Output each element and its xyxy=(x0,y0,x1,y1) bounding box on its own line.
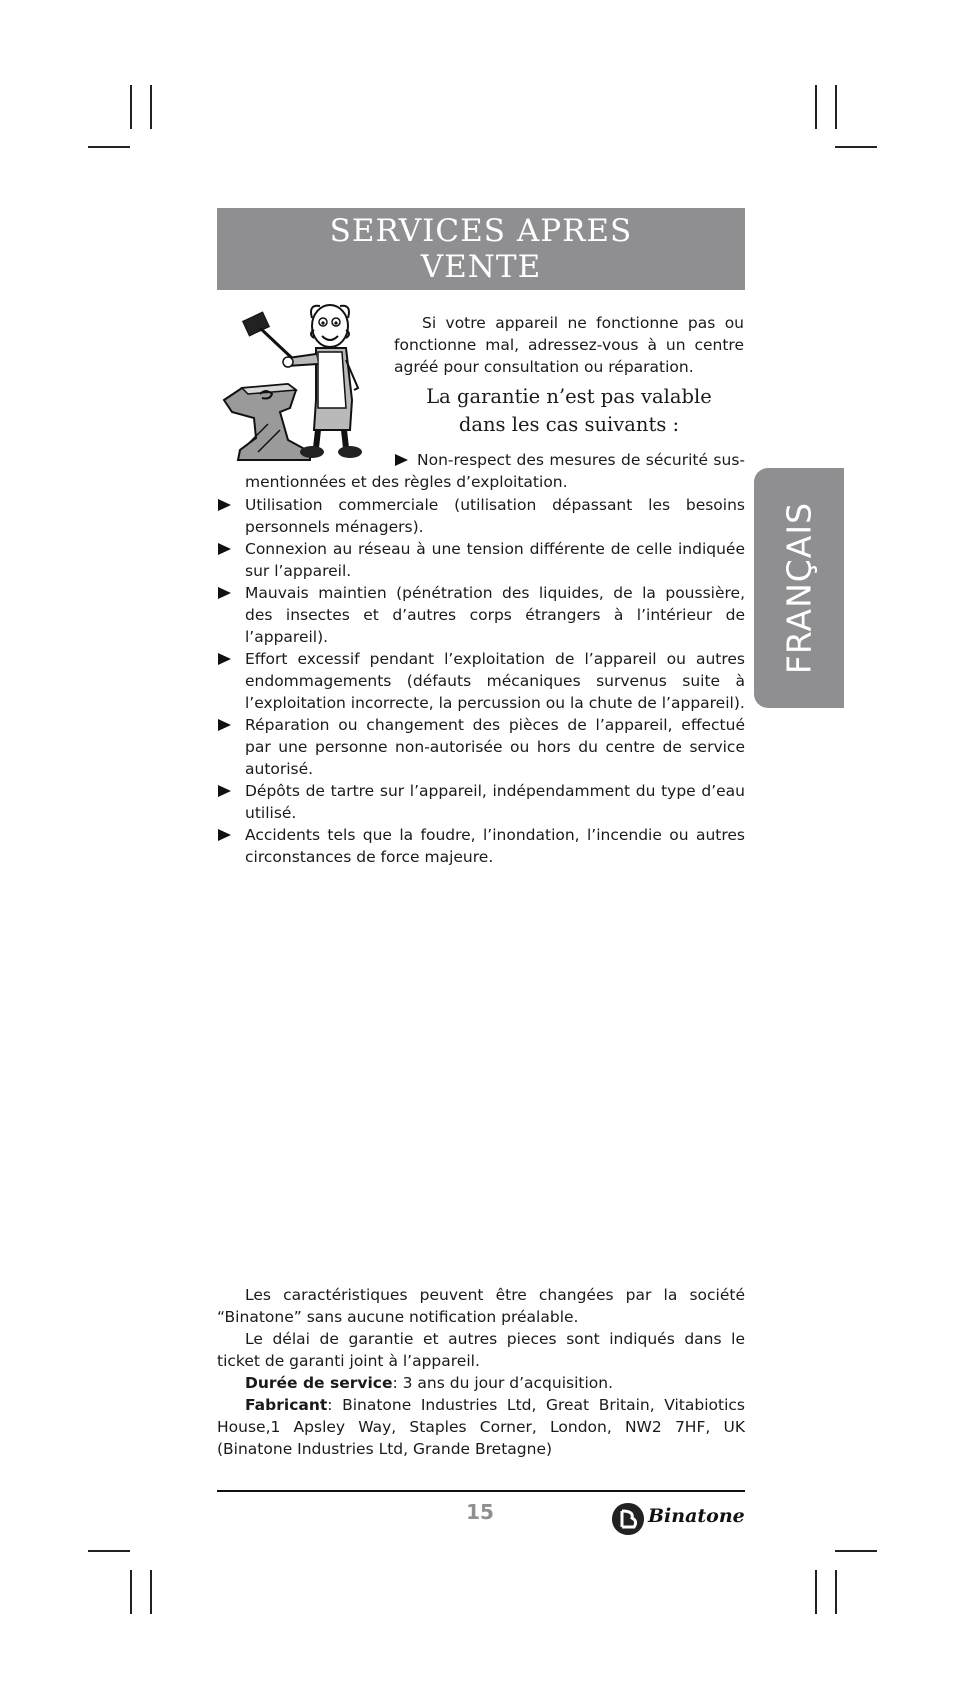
crop-mark xyxy=(835,1570,837,1614)
service-life-value: : 3 ans du jour d’acquisition. xyxy=(392,1374,614,1392)
list-item-text: Réparation ou changement des pièces de l’appareil, effectué par une personne non-autorisée ou hors du centre de service autorisé. xyxy=(245,716,745,778)
list-item xyxy=(217,582,745,648)
footer-notes xyxy=(217,1284,745,1460)
title-line-1: SERVICES APRES xyxy=(329,213,633,249)
service-life xyxy=(217,1372,745,1394)
list-item-text: Non-respect des mesures de sécurité sus-mentionnées et des règles d’exploitation. xyxy=(245,451,745,491)
list-item xyxy=(217,648,745,714)
triangle-bullet-icon xyxy=(218,587,231,599)
page-number: 15 xyxy=(466,1500,494,1524)
exclusions-list xyxy=(217,494,745,868)
list-item-text: Effort excessif pendant l’exploitation de l’appareil ou autres endommagements (défauts mécaniques survenus suite à l’exploitation incorrecte, la percussion ou la chute de l’appareil). xyxy=(245,650,745,712)
repairman-illustration xyxy=(218,300,392,462)
triangle-bullet-icon xyxy=(218,499,231,511)
list-item-text: Connexion au réseau à une tension différente de celle indiquée sur l’appareil. xyxy=(245,540,745,580)
list-item xyxy=(245,449,745,493)
warranty-heading-line-1: La garantie n’est pas valable xyxy=(426,385,712,408)
crop-mark xyxy=(835,1550,877,1552)
intro-paragraph xyxy=(394,312,744,378)
triangle-bullet-icon xyxy=(395,454,408,466)
crop-mark xyxy=(150,1570,152,1614)
warranty-heading-line-2: dans les cas suivants : xyxy=(458,413,680,436)
triangle-bullet-icon xyxy=(218,719,231,731)
list-item-text: Utilisation commerciale (utilisation dépassant les besoins personnels ménagers). xyxy=(245,496,745,536)
manufacturer-value: : Binatone Industries Ltd, Great Britain, Vitabiotics House,1 Apsley Way, Staples Corner, London, NW2 7HF, UK (Binatone Industries Ltd, Grande Bretagne) xyxy=(217,1396,745,1458)
title-line-2: VENTE xyxy=(420,249,542,285)
crop-mark xyxy=(815,85,817,129)
crop-mark xyxy=(130,85,132,129)
triangle-bullet-icon xyxy=(218,785,231,797)
list-item xyxy=(217,714,745,780)
note-paragraph: Les caractéristiques peuvent être changées par la société “Binatone” sans aucune notification préalable. xyxy=(217,1286,745,1326)
crop-mark xyxy=(88,146,130,148)
list-item xyxy=(217,780,745,824)
footer-rule xyxy=(217,1490,745,1492)
brand-name: Binatone xyxy=(648,1505,745,1527)
note-paragraph: Le délai de garantie et autres pieces sont indiqués dans le ticket de garanti joint à l’appareil. xyxy=(217,1330,745,1370)
list-item-text: Accidents tels que la foudre, l’inondation, l’incendie ou autres circonstances de force majeure. xyxy=(245,826,745,866)
crop-mark xyxy=(150,85,152,129)
crop-mark xyxy=(815,1570,817,1614)
crop-mark xyxy=(835,85,837,129)
crop-mark xyxy=(835,146,877,148)
list-item xyxy=(217,824,745,868)
list-item xyxy=(217,538,745,582)
warranty-heading xyxy=(394,383,744,439)
list-item-text: Mauvais maintien (pénétration des liquides, de la poussière, des insectes et d’autres corps étrangers à l’intérieur de l’appareil). xyxy=(245,584,745,646)
triangle-bullet-icon xyxy=(218,653,231,665)
brand-logo xyxy=(608,1499,748,1539)
manufacturer-label: Fabricant xyxy=(245,1396,328,1414)
manufacturer xyxy=(217,1394,745,1460)
intro-text: Si votre appareil ne fonctionne pas ou fonctionne mal, adressez-vous à un centre agréé pour consultation ou réparation. xyxy=(394,314,744,376)
crop-mark xyxy=(88,1550,130,1552)
service-life-label: Durée de service xyxy=(245,1374,393,1392)
list-item-text: Dépôts de tartre sur l’appareil, indépendamment du type d’eau utilisé. xyxy=(245,782,745,822)
crop-mark xyxy=(130,1570,132,1614)
binatone-logo-icon xyxy=(608,1499,648,1539)
triangle-bullet-icon xyxy=(218,543,231,555)
triangle-bullet-icon xyxy=(218,829,231,841)
list-item xyxy=(217,494,745,538)
language-tab-label: FRANÇAIS xyxy=(779,501,819,675)
section-title xyxy=(217,208,745,290)
